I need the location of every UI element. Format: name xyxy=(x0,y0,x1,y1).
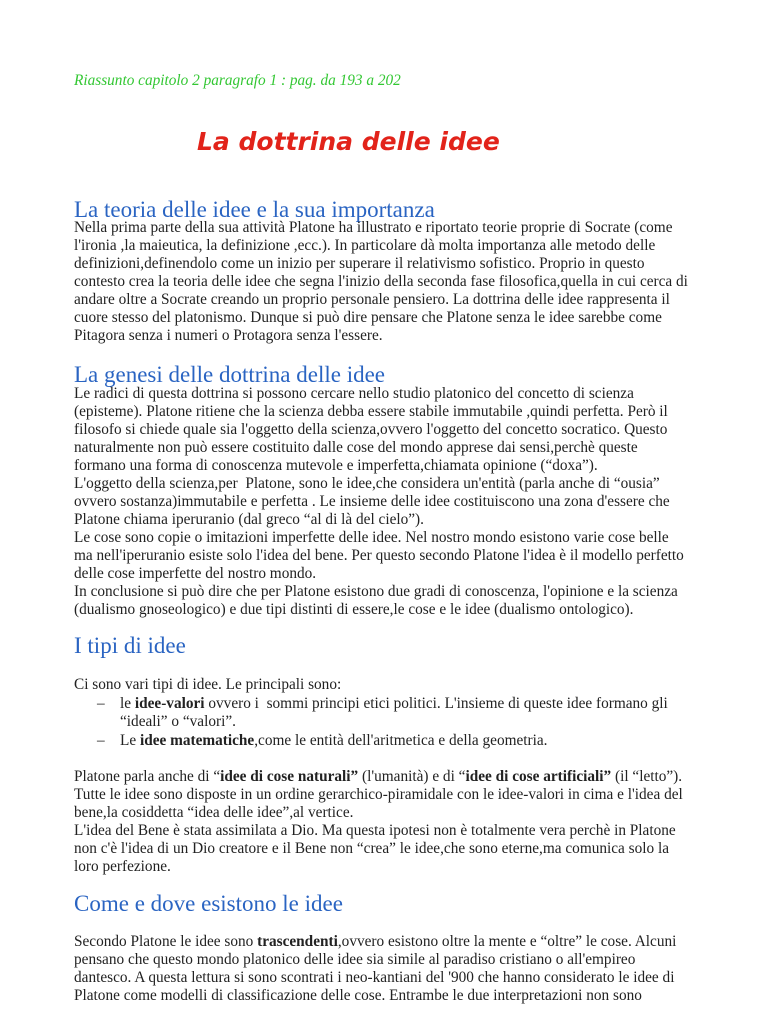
text-line: In conclusione si può dire che per Platone esistono due gradi di conoscenza, l'opinione e la scienza xyxy=(74,583,678,600)
text-line: loro perfezione. xyxy=(74,858,171,875)
paragraph-teoria xyxy=(74,219,768,345)
text-line: L'oggetto della scienza,per Platone, sono le idee,che considera un'entità (parla anche di “ousia” xyxy=(74,475,660,492)
bold-term: idee-valori xyxy=(134,695,205,712)
text-line: naturalmente non può essere costituito dalle cose del mondo apprese dai sensi,perchè queste xyxy=(74,439,638,456)
list-item xyxy=(74,695,768,731)
text-line: pensano che questo mondo platonico delle idee sia simile al paradiso cristiano o all'empireo xyxy=(74,951,636,968)
text-line: (episteme). Platone ritiene che la scienza debba essere stabile immutabile ,quindi perfetta. Però il xyxy=(74,403,668,420)
text-line: dantesco. A questa lettura si sono scontrati i neo-kantiani del '900 che hanno considerato le idee di xyxy=(74,969,675,986)
text-line: andare oltre a Socrate creando un proprio personale pensiero. La dottrina delle idee rappresenta il xyxy=(74,291,670,308)
text-line: Le cose sono copie o imitazioni imperfette delle idee. Nel nostro mondo esistono varie cose belle xyxy=(74,529,669,546)
bold-term: trascendenti xyxy=(257,933,338,950)
idea-types-list xyxy=(74,695,768,750)
text-line: ma nell'iperuranio esiste solo l'idea del bene. Per questo secondo Platone l'idea è il modello perfetto xyxy=(74,547,684,564)
paragraph-come-dove xyxy=(74,933,768,1005)
text-line: L'idea del Bene è stata assimilata a Dio. Ma questa ipotesi non è totalmente vera perchè in Platone xyxy=(74,822,676,839)
text-line: definizioni,definendolo come un inizio per superare il relativismo sofistico. Proprio in questo xyxy=(74,255,645,272)
text-line: Nella prima parte della sua attività Platone ha illustrato e riportato teorie proprie di Socrate (come xyxy=(74,219,673,236)
text-line: (dualismo gnoseologico) e due tipi distinti di essere,le cose e le idee (dualismo ontologico). xyxy=(74,601,634,618)
text-line: delle cose imperfette del nostro mondo. xyxy=(74,565,317,582)
text-segment: ,ovvero esistono oltre la mente e “oltre” le cose. Alcuni xyxy=(337,933,677,950)
list-intro: Ci sono vari tipi di idee. Le principali sono: xyxy=(74,676,342,693)
text-line xyxy=(74,933,768,951)
text-line xyxy=(74,768,768,786)
text-line: l'ironia ,la maieutica, la definizione ,ecc.). In particolare dà molta importanza alle metodo delle xyxy=(74,237,656,254)
text-segment: Le xyxy=(120,732,140,749)
text-line: ovvero sostanza)immutabile e perfetta . Le insieme delle idee costituiscono una zona d'essere che xyxy=(74,493,670,510)
bold-term: idee di cose naturali” xyxy=(220,768,359,785)
section-heading-come-dove: Come e dove esistono le idee xyxy=(74,891,343,916)
list-item xyxy=(74,732,768,750)
text-line: “ideali” o “valori”. xyxy=(120,713,236,730)
text-segment: ,come le entità dell'aritmetica e della geometria. xyxy=(254,732,548,749)
text-line: non c'è l'idea di un Dio creatore e il Bene non “crea” le idee,che sono eterne,ma comunica solo la xyxy=(74,840,670,857)
text-line: bene,la cosiddetta “idea delle idee”,al vertice. xyxy=(74,804,354,821)
bold-term: idee matematiche xyxy=(139,732,255,749)
text-line: Le radici di questa dottrina si possono cercare nello studio platonico del concetto di scienza xyxy=(74,385,634,402)
text-segment: Secondo Platone le idee sono xyxy=(74,933,258,950)
list-bullet: – xyxy=(97,695,105,712)
text-line: Platone come modelli di classificazione delle cose. Entrambe le due interpretazioni non sono xyxy=(74,987,642,1004)
text-line xyxy=(120,732,768,750)
text-line: Platone chiama iperuranio (dal greco “al di là del cielo”). xyxy=(74,511,424,528)
section-heading-tipi: I tipi di idee xyxy=(74,633,186,658)
text-line: formano una forma di conoscenza mutevole e imperfetta,chiamata opinione (“doxa”). xyxy=(74,457,598,474)
text-line: Pitagora senza i numeri o Protagora senza l'essere. xyxy=(74,327,383,344)
text-line: contesto crea la teoria delle idee che segna l'inizio della seconda fase filosofica,quella in cui cerca di xyxy=(74,273,688,290)
text-segment: ovvero i sommi principi etici politici. L'insieme di queste idee formano gli xyxy=(204,695,668,712)
text-line: filosofo si chiede quale sia l'oggetto della scienza,ovvero l'oggetto del concetto socratico. Questo xyxy=(74,421,668,438)
text-segment: (l'umanità) e di “ xyxy=(358,768,466,785)
paragraph-genesi xyxy=(74,385,768,619)
section-heading-teoria: La teoria delle idee e la sua importanza xyxy=(74,197,435,222)
text-line xyxy=(120,695,768,713)
text-segment: Platone parla anche di “ xyxy=(74,768,221,785)
paragraph-tipi xyxy=(74,768,768,876)
text-line: Tutte le idee sono disposte in un ordine gerarchico-piramidale con le idee-valori in cima e l'idea del xyxy=(74,786,683,803)
text-segment: le xyxy=(120,695,135,712)
summary-note: Riassunto capitolo 2 paragrafo 1 : pag. da 193 a 202 xyxy=(74,72,401,89)
text-line: cuore stesso del platonismo. Dunque si può dire pensare che Platone senza le idee sarebbe come xyxy=(74,309,662,326)
text-segment: (il “letto”). xyxy=(611,768,683,785)
bold-term: idee di cose artificiali” xyxy=(465,768,612,785)
document-title: La dottrina delle idee xyxy=(197,127,500,156)
section-heading-genesi: La genesi delle dottrina delle idee xyxy=(74,362,386,387)
list-bullet: – xyxy=(97,732,105,749)
